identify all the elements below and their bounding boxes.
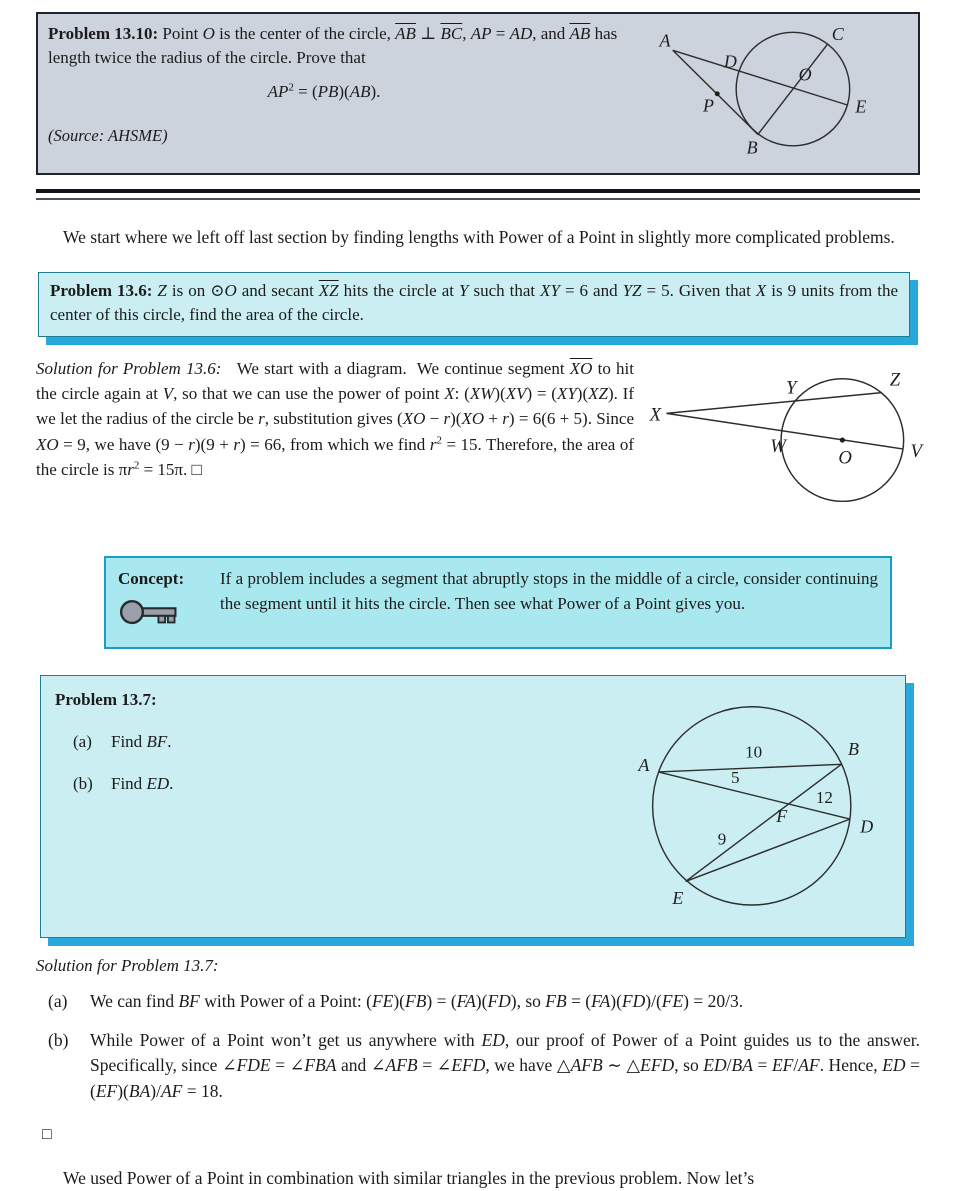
- problem-13-6-box: [38, 272, 910, 337]
- problem-13-7-box: [40, 675, 906, 938]
- key-icon: [118, 596, 180, 630]
- problem-13-10-text-column: [48, 20, 640, 165]
- circle-diagram-13-6: [640, 359, 940, 527]
- problem-13-10-source: (Source: AHSME): [48, 126, 168, 146]
- length-EF: 9: [717, 829, 727, 849]
- label-E: E: [672, 888, 684, 909]
- solution-13-6-row: [36, 357, 923, 532]
- solution-b-text: While Power of a Point won’t get us anywhere with ED, our proof of Power of a Point guides us to the answer. Specifically, since ∠FDE = ∠FBA and ∠AFB = ∠EFD, we have △AFB ∼ △EFD, so ED/BA = EF/AF. Hence, ED = (EF)(BA)/AF = 18.: [90, 1029, 921, 1101]
- label-O: O: [798, 64, 812, 85]
- problem-13-10-box: [36, 12, 920, 175]
- point-P-dot: [715, 91, 720, 96]
- solution-13-6-diagram: [634, 357, 940, 532]
- label-F: F: [776, 806, 788, 827]
- problem-13-10-equation: $AP^2 = (PB)(AB)$.: [267, 81, 381, 102]
- label-C: C: [831, 23, 844, 44]
- length-FD: 12: [815, 788, 833, 808]
- label-Z: Z: [889, 369, 901, 391]
- label-A: A: [638, 755, 650, 776]
- label-D: D: [860, 816, 874, 837]
- problem-13-7-diagram: [601, 686, 893, 927]
- item-b-text: Find ED.: [111, 774, 174, 794]
- label-B: B: [746, 137, 758, 158]
- solution-a-marker: (a): [48, 991, 68, 1012]
- concept-label-column: [118, 567, 220, 637]
- qed-box: □: [42, 1125, 52, 1143]
- problem-13-7-item-a: [73, 732, 601, 752]
- problem-13-10-diagram: [640, 20, 908, 165]
- label-D: D: [723, 51, 737, 72]
- circle-diagram-13-10: [640, 20, 908, 160]
- label-O: O: [838, 447, 852, 469]
- concept-label: Concept:: [118, 569, 185, 589]
- label-A: A: [659, 30, 671, 51]
- problem-13-6-body: Z is on ⊙O and secant $\overline{XZ}$ hits the circle at Y such that XY = 6 and YZ = 5. Given that X is 9 units from the center of this circle, find the area of the circle.: [50, 280, 898, 325]
- circle-diagram-13-7: [601, 686, 893, 922]
- center-O-dot: [840, 438, 845, 443]
- concept-box: [104, 556, 892, 649]
- solution-13-6-body: We start with a diagram. We continue segment $\overline{XO}$ to hit the circle again at V, so that we can use the power of point X: (XW)(XV) = (XY)(XZ). If we let the radius of the circle be r, substitution gives (XO − r)(XO + r) = 6(6 + 5). Since XO = 9, we have (9 − r)(9 + r) = 66, from which we find $r^2 = 15$. Therefore, the area of the circle is $\pi r^2 = 15\pi$. □: [36, 359, 635, 480]
- label-V: V: [910, 440, 923, 462]
- problem-13-10-body: Point O is the center of the circle, $\overline{AB}$ ⊥ $\overline{BC}$, AP = AD, and $\overline{AB}$ has length twice the radius of the circle. Prove that: [48, 24, 618, 68]
- item-b-marker: (b): [73, 774, 93, 794]
- label-Y: Y: [786, 377, 797, 399]
- label-X: X: [649, 404, 662, 426]
- problem-13-10-statement: [48, 22, 640, 70]
- intro-paragraph: We start where we left off last section by finding lengths with Power of a Point in slightly more complicated problems.: [63, 227, 895, 247]
- problem-13-7-item-b: [73, 774, 601, 794]
- section-divider: [36, 189, 920, 200]
- label-W: W: [770, 436, 786, 458]
- solution-13-6-text: [36, 357, 634, 532]
- problem-13-7-title: Problem 13.7:: [55, 690, 157, 710]
- solution-a-text: We can find BF with Power of a Point: (FE)(FB) = (FA)(FD), so FB = (FA)(FD)/(FE) = 20/3.: [90, 991, 744, 1012]
- length-AB: 10: [745, 743, 763, 763]
- solution-b-marker: (b): [48, 1029, 69, 1050]
- problem-13-6-title: Problem 13.6:: [50, 280, 153, 300]
- label-P: P: [703, 95, 715, 116]
- solution-13-7-item-a: [48, 989, 920, 1014]
- item-a-marker: (a): [73, 732, 92, 752]
- problem-13-7-text-column: [55, 686, 601, 927]
- solution-13-7-lead: Solution for Problem 13.7:: [36, 956, 219, 976]
- solution-13-7-item-b: [48, 1028, 920, 1104]
- item-a-text: Find BF.: [111, 732, 172, 752]
- length-AF: 5: [730, 768, 740, 788]
- label-B: B: [848, 739, 859, 760]
- closing-paragraph: We used Power of a Point in combination with similar triangles in the previous problem. Now let’s: [63, 1167, 755, 1188]
- solution-13-6-lead: Solution for Problem 13.6:: [36, 359, 222, 379]
- problem-13-10-title: Problem 13.10:: [48, 24, 159, 43]
- label-E: E: [855, 96, 867, 117]
- concept-text: If a problem includes a segment that abruptly stops in the middle of a circle, consider continuing the segment until it hits the circle. Then see what Power of a Point gives you.: [220, 569, 878, 613]
